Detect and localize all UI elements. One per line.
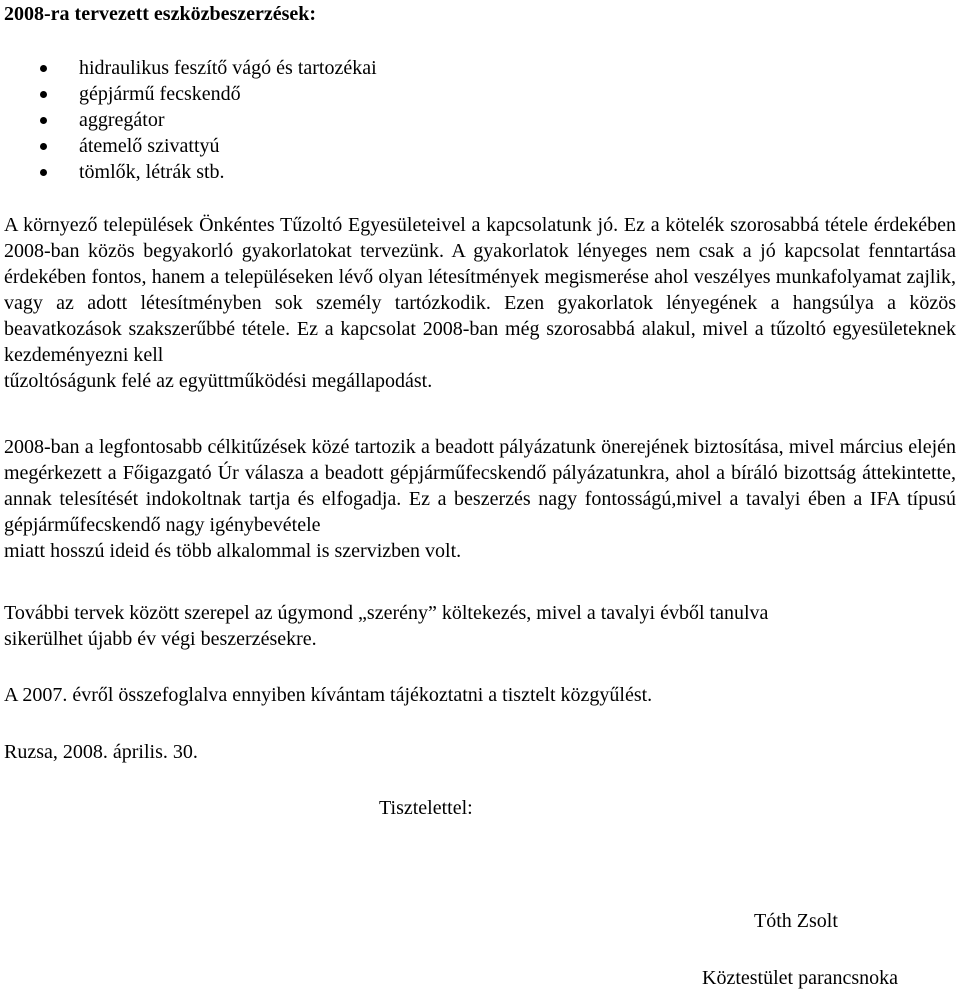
paragraph-text: 2008-ban a legfontosabb célkitűzések közé tartozik a beadott pályázatunk önerejének biztosítása, mivel március elején megérkezett a Főigazgató Úr válasza a beadott gépjárműfecskendő pályázatunkra, ahol a bíráló bizottság áttekintette, annak telesítését indokoltnak tartja és elfogadja. Ez a beszerzés nagy fontosságú,mivel a tavalyi ében a IFA típusú gépjárműfecskendő nagy igénybevétele: [4, 436, 956, 536]
paragraph-summary: [4, 682, 956, 708]
paragraph-last-line: tűzoltóságunk felé az együttműködési megállapodást.: [4, 370, 433, 392]
bullet-icon: [40, 91, 47, 98]
bullet-icon: [40, 65, 47, 72]
paragraph-goals: [4, 434, 956, 564]
list-item: [0, 159, 377, 185]
paragraph-text: A környező települések Önkéntes Tűzoltó Egyesületeivel a kapcsolatunk jó. Ez a kötelék szorosabbá tétele érdekében 2008-ban közös begyakorló gyakorlatokat tervezünk. A gyakorlatok lényeges nem csak a jó kapcsolat fenntartása érdekében fontos, hanem a településeken lévő olyan létesítmények megismerése ahol veszélyes munkafolyamat zajlik, vagy az adott létesítményben sok személy tartózkodik. Ezen gyakorlatok lényegének a hangsúlya a közös beavatkozások szakszerűbbé tétele. Ez a kapcsolat 2008-ban még szorosabbá alakul, mivel a tűzoltó egyesületeknek kezdeményezni kell: [4, 214, 956, 366]
list-item-text: átemelő szivattyú: [79, 135, 220, 157]
list-item: [0, 55, 377, 81]
paragraph-cooperation: [4, 212, 956, 394]
list-item-text: tömlők, létrák stb.: [79, 161, 225, 183]
bullet-icon: [40, 143, 47, 150]
list-item-text: gépjármű fecskendő: [79, 83, 241, 105]
section-heading: 2008-ra tervezett eszközbeszerzések:: [4, 3, 317, 25]
paragraph-text: További tervek között szerepel az úgymond „szerény” költekezés, mivel a tavalyi évből tanulva: [4, 602, 769, 624]
paragraph-last-line: miatt hosszú ideid és több alkalommal is szervizben volt.: [4, 540, 462, 562]
bullet-icon: [40, 169, 47, 176]
paragraph-plans: [4, 600, 956, 652]
list-item: [0, 133, 377, 159]
equipment-list: [0, 55, 377, 185]
closing-greeting: Tisztelettel:: [379, 797, 473, 819]
signature-title: Köztestület parancsnoka: [702, 967, 899, 989]
place-date: Ruzsa, 2008. április. 30.: [4, 741, 198, 763]
list-item-text: hidraulikus feszítő vágó és tartozékai: [79, 57, 377, 79]
list-item-text: aggregátor: [79, 109, 165, 131]
paragraph-last-line: sikerülhet újabb év végi beszerzésekre.: [4, 628, 317, 650]
list-item: [0, 81, 377, 107]
paragraph-text: A 2007. évről összefoglalva ennyiben kívántam tájékoztatni a tisztelt közgyűlést.: [4, 684, 653, 706]
list-item: [0, 107, 377, 133]
signature-name: Tóth Zsolt: [754, 910, 838, 932]
bullet-icon: [40, 117, 47, 124]
